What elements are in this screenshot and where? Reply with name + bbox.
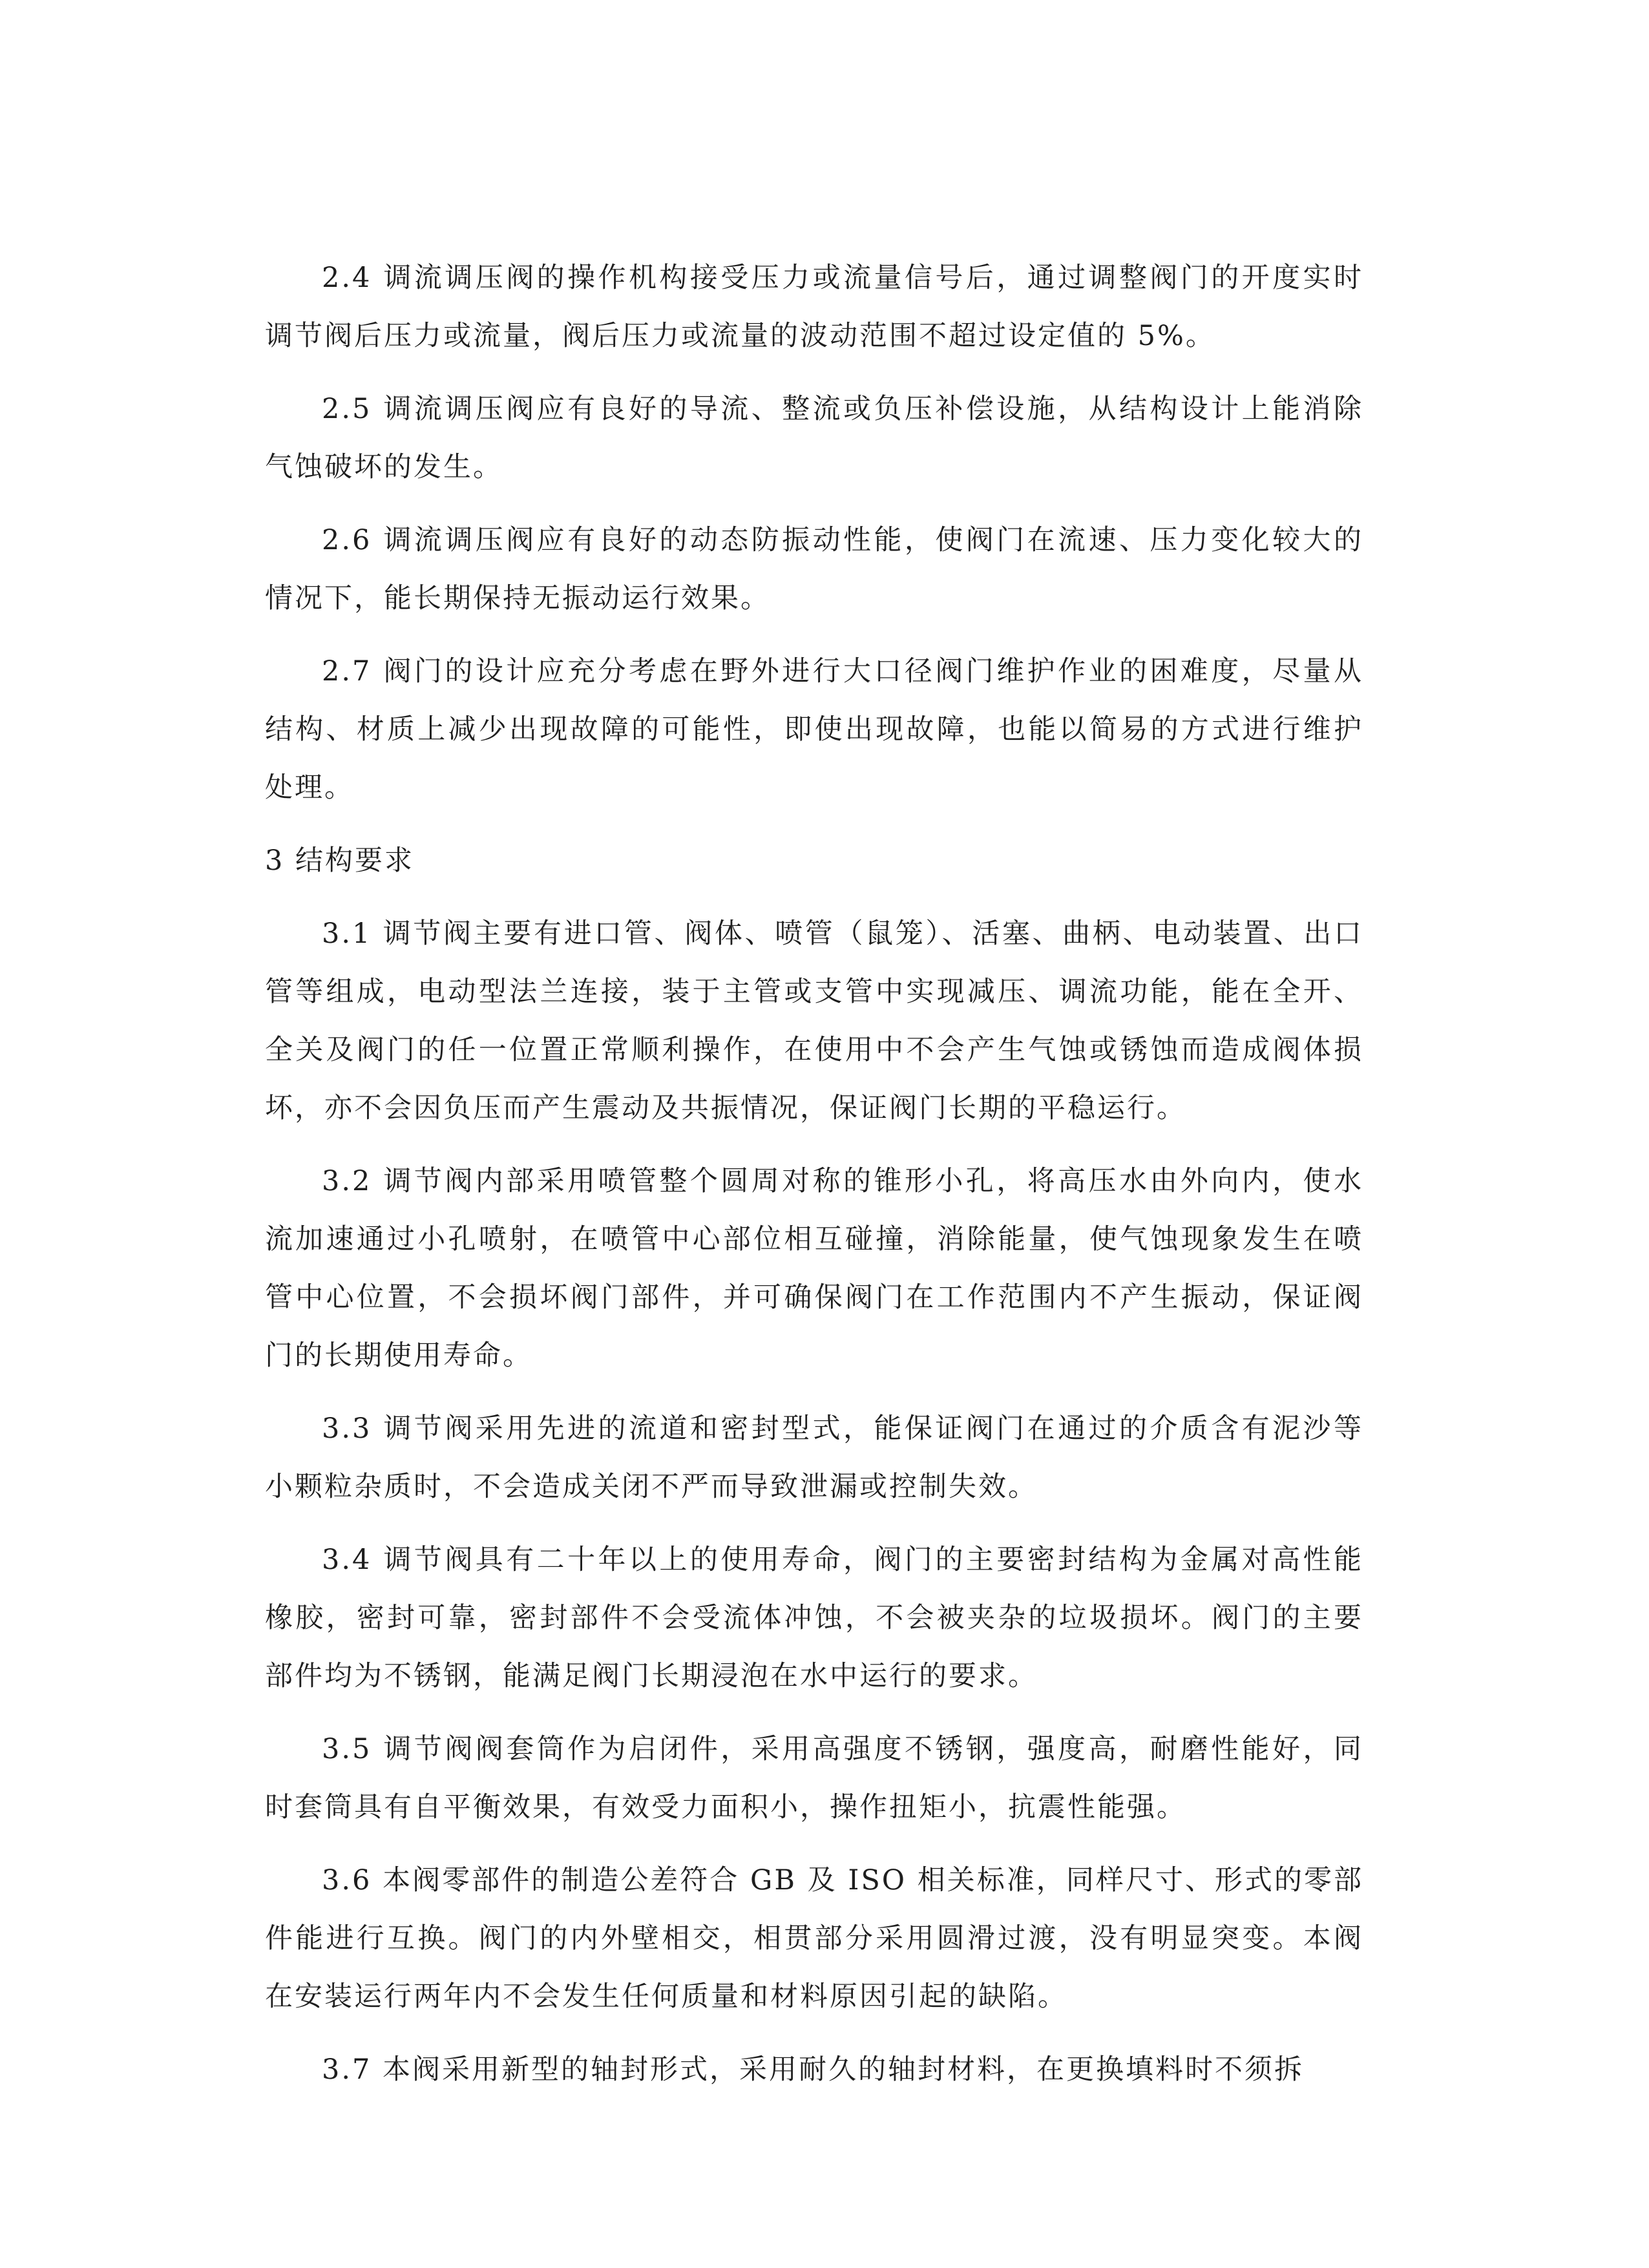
paragraph-3-3: 3.3 调节阀采用先进的流道和密封型式，能保证阀门在通过的介质含有泥沙等小颗粒杂质时，不会造成关闭不严而导致泄漏或控制失效。 bbox=[265, 1412, 1363, 1503]
paragraph-3-2: 3.2 调节阀内部采用喷管整个圆周对称的锥形小孔，将高压水由外向内，使水流加速通过小孔喷射，在喷管中心部位相互碰撞，消除能量，使气蚀现象发生在喷管中心位置，不会损坏阀门部件，并可确保阀门在工作范围内不产生振动，保证阀门的长期使用寿命。 bbox=[265, 1165, 1363, 1372]
paragraph-3-4: 3.4 调节阀具有二十年以上的使用寿命，阀门的主要密封结构为金属对高性能橡胶，密封可靠，密封部件不会受流体冲蚀，不会被夹杂的垃圾损坏。阀门的主要部件均为不锈钢，能满足阀门长期浸泡在水中运行的要求。 bbox=[265, 1544, 1363, 1692]
paragraph-2-5: 2.5 调流调压阀应有良好的导流、整流或负压补偿设施，从结构设计上能消除气蚀破坏的发生。 bbox=[265, 393, 1363, 483]
paragraph-3-6: 3.6 本阀零部件的制造公差符合 GB 及 ISO 相关标准，同样尺寸、形式的零部件能进行互换。阀门的内外壁相交，相贯部分采用圆滑过渡，没有明显突变。本阀在安装运行两年内不会发生任何质量和材料原因引起的缺陷。 bbox=[265, 1864, 1363, 2013]
paragraph-2-6: 2.6 调流调压阀应有良好的动态防振动性能，使阀门在流速、压力变化较大的情况下，能长期保持无振动运行效果。 bbox=[265, 524, 1363, 614]
paragraph-2-7: 2.7 阀门的设计应充分考虑在野外进行大口径阀门维护作业的困难度，尽量从结构、材质上减少出现故障的可能性，即使出现故障，也能以简易的方式进行维护处理。 bbox=[265, 655, 1363, 804]
document-body bbox=[265, 249, 1363, 2114]
paragraph-3-5: 3.5 调节阀阀套筒作为启闭件，采用高强度不锈钢，强度高，耐磨性能好，同时套筒具有自平衡效果，有效受力面积小，操作扭矩小，抗震性能强。 bbox=[265, 1733, 1363, 1823]
paragraph-3-7: 3.7 本阀采用新型的轴封形式，采用耐久的轴封材料，在更换填料时不须拆 bbox=[322, 2053, 1305, 2086]
section-heading-3: 3 结构要求 bbox=[265, 845, 415, 877]
paragraph-3-1: 3.1 调节阀主要有进口管、阀体、喷管（鼠笼）、活塞、曲柄、电动装置、出口管等组成，电动型法兰连接，装于主管或支管中实现减压、调流功能，能在全开、全关及阀门的任一位置正常顺利操作，在使用中不会产生气蚀或锈蚀而造成阀体损坏，亦不会因负压而产生震动及共振情况，保证阀门长期的平稳运行。 bbox=[265, 918, 1363, 1124]
paragraph-2-4: 2.4 调流调压阀的操作机构接受压力或流量信号后，通过调整阀门的开度实时调节阀后压力或流量，阀后压力或流量的波动范围不超过设定值的 5%。 bbox=[265, 262, 1363, 352]
